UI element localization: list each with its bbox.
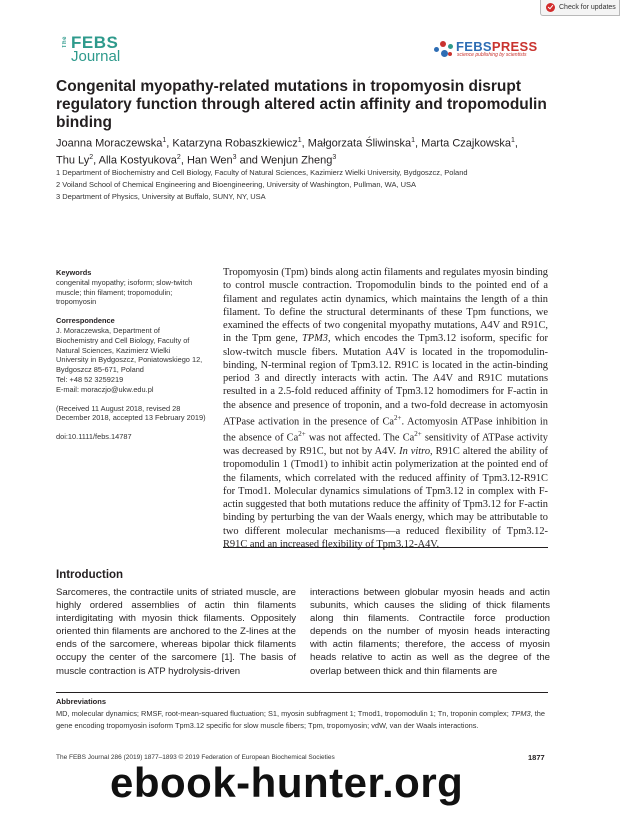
introduction-heading: Introduction [56, 569, 124, 581]
journal-logo-prefix: The [62, 36, 68, 49]
author-name: Thu Ly [56, 154, 90, 167]
correspondence-line: Natural Sciences, Kazimierz Wielki [56, 345, 171, 355]
author-name: Katarzyna Robaszkiewicz [172, 137, 298, 150]
intro-column-right: interactions between globular myosin heads and actin subunits, which causes the sliding of thick filaments along thin filaments. Contractile force production depends on the number of myosin heads interacting with actin filaments; therefore, the access of myosin heads relative to actin as well as the degree of the overlap between thick and thin filaments are [310, 587, 550, 677]
febs-press-tagline: science publishing by scientists [457, 52, 527, 58]
keywords-heading: Keywords [56, 268, 92, 277]
affiliation-3: 3 Department of Physics, University at Buffalo, SUNY, NY, USA [56, 192, 266, 201]
check-for-updates-label: Check for updates [559, 4, 616, 11]
watermark: ebook-hunter.org [110, 759, 464, 806]
correspondence-heading: Correspondence [56, 316, 115, 326]
author-name: Marta Czajkowska [421, 137, 512, 150]
check-badge-icon [546, 3, 555, 12]
affiliations [56, 167, 576, 203]
author-affiliation-mark: 2 [89, 154, 94, 162]
abbreviations-heading: Abbreviations [56, 697, 107, 706]
abbreviations-divider [56, 692, 548, 693]
author-affiliation-mark: 1 [162, 137, 167, 144]
febs-press-dots-icon [432, 38, 456, 60]
journal-logo-sub: Journal [71, 48, 121, 65]
febs-press-logo [432, 38, 542, 62]
abstract-divider [223, 547, 548, 548]
author-affiliation-mark: 1 [511, 137, 515, 144]
footer-citation: The FEBS Journal 286 (2019) 1877–1893 © 2019 Federation of European Biochemical Societies [56, 754, 335, 761]
page-number: 1877 [528, 753, 545, 762]
correspondence-line: University in Bydgoszcz, Poniatowskiego 12, [56, 355, 203, 365]
journal-logo-name: FEBS [71, 33, 119, 52]
author-name: Małgorzata Śliwinska [307, 137, 412, 150]
author-name: Wenjun Zheng [260, 154, 333, 167]
correspondence-email[interactable]: E-mail: moraczjo@ukw.edu.pl [56, 384, 154, 394]
author-name: Joanna Moraczewska [56, 137, 163, 150]
affiliation-1: 1 Department of Biochemistry and Cell Biology, Faculty of Natural Sciences, Kazimierz Wielki University, Bydgoszcz, Poland [56, 168, 468, 177]
author-name: Han Wen [186, 154, 233, 167]
author-affiliation-mark: 3 [332, 154, 337, 162]
correspondence-line: Tel: +48 52 3259219 [56, 374, 124, 384]
febs-press-name: FEBSPRESS [456, 39, 538, 54]
doi-link[interactable]: doi:10.1111/febs.14787 [56, 432, 132, 442]
author-affiliation-mark: 1 [297, 137, 302, 144]
author-name: Alla Kostyukova [98, 154, 177, 167]
correspondence-line: J. Moraczewska, Department of [56, 325, 160, 335]
sidebar-info [56, 268, 206, 451]
article-title: Congenital myopathy-related mutations in tropomyosin disrupt regulatory function through altered actin affinity and tropomodulin binding [56, 78, 547, 131]
abstract: Tropomyosin (Tpm) binds along actin filaments and regulates myosin binding to control muscle contraction. Tropomodulin binds to the pointed end of a filament and regulates actin dynamics, which maintains the length of a thin filament. To define the structural determinants of these Tpm functions, we examined the effects of two congenital myopathy mutations, A4V and R91C, in the Tpm gene, TPM3, which encodes the Tpm3.12 isoform, specific for slow-twitch muscle fibers. Mutation A4V is located in the tropomodulin-binding, N-terminal region of Tpm3.12. R91C is located in the actin-binding period 3 and directly interacts with actin. The A4V and R91C mutations resulted in a 2.5-fold reduced affinity of Tpm3.12 homodimers for F-actin in the absence and presence of troponin, and a two-fold decrease in actomyosin ATPase activation in the presence of $Ca^{2+}$. Actomyosin ATPase inhibition in the absence of $Ca^{2+}$ was not affected. The $Ca^{2+}$ sensitivity of ATPase activity was decreased by R91C, but not by A4V. In vitro, R91C altered the ability of tropomodulin 1 (Tmod1) to inhibit actin polymerization at the pointed end of the filaments, which correlated with the reduced affinity of Tpm3.12-R91C for Tmod1. Molecular dynamics simulations of Tpm3.12 in complex with F-actin suggested that both mutations reduce the affinity of Tpm3.12 for F-actin binding by perturbing the van der Waals energy, which may be attributable to two different molecular mechanisms—a reduced flexibility of Tpm3.12-R91C and an increased flexibility of Tpm3.12-A4V. [223, 267, 549, 550]
received-dates: (Received 11 August 2018, revised 28 December 2018, accepted 13 February 2019) [56, 403, 206, 423]
keywords-text: congenital myopathy; isoform; slow-twitch muscle; thin filament; tropomodulin; tropomyosin [56, 277, 193, 307]
correspondence-line: Biochemistry and Cell Biology, Faculty of [56, 335, 190, 345]
author-affiliation-mark: 1 [411, 137, 416, 144]
author-list: Joanna Moraczewska$^1$, Katarzyna Robaszkiewicz$^1$, Małgorzata Śliwinska$^1$, Marta Czajkowska$^1$, Thu Ly$^2$, Alla Kostyukova$^2$, Han Wen$^3$ and Wenjun Zheng$^3$ [56, 137, 518, 167]
abbreviations-text: MD, molecular dynamics; RMSF, root-mean-squared fluctuation; S1, myosin subfragment 1; Tmod1, tropomodulin 1; Tn, troponin complex; TPM3, the gene encoding tropomyosin isoform Tpm3.12 specific for slow muscle fibers; Tpm, tropomyosin; vdW, van der Waals interactions. [56, 709, 545, 730]
author-affiliation-mark: 2 [176, 154, 181, 162]
check-for-updates-button[interactable] [540, 0, 620, 16]
affiliation-2: 2 Voiland School of Chemical Engineering and Bioengineering, University of Washington, Pullman, WA, USA [56, 180, 417, 189]
author-affiliation-mark: 3 [232, 154, 237, 162]
intro-column-left: Sarcomeres, the contractile units of striated muscle, are highly ordered assemblies of actin thin filaments interdigitating with myosin thick filaments. Oppositely oriented thin filaments are anchored to the Z-lines at the ends of the sarcomere, whereas bipolar thick filaments occupy the center of the sarcomere [1]. The basis of muscle contraction is ATP hydrolysis-driven [56, 587, 296, 677]
correspondence-line: Bydgoszcz 85-671, Poland [56, 365, 144, 375]
